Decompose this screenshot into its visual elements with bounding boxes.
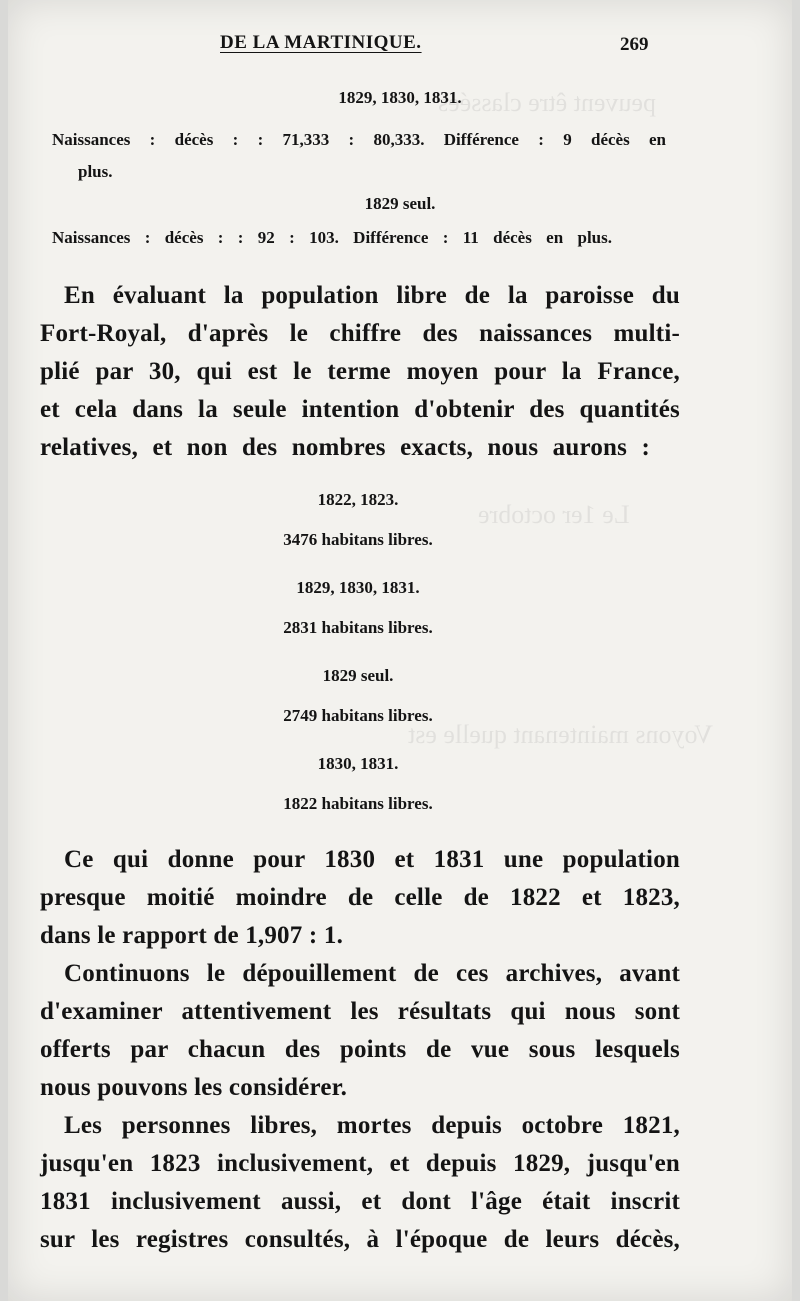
paragraph-line: Les personnes libres, mortes depuis octobre 1821, (64, 1112, 680, 1139)
paragraph-line: d'examiner attentivement les résultats qui nous sont (40, 998, 680, 1025)
page-number: 269 (620, 34, 649, 55)
stats-heading-years: 1829, 1830, 1831. (338, 88, 462, 107)
paragraph-line: Continuons le dépouillement de ces archives, avant (64, 960, 680, 987)
population-years: 1822, 1823. (317, 490, 399, 509)
paragraph-line: relatives, et non des nombres exacts, nous aurons : (40, 434, 650, 461)
paragraph-line: presque moitié moindre de celle de 1822 et 1823, (40, 884, 680, 911)
stats-line-2: Naissances : décès : : 92 : 103. Différence : 11 décès en plus. (52, 228, 612, 247)
bleed-through-text: peuvent être classées (438, 88, 657, 117)
page-header (8, 32, 792, 62)
population-value: 2831 habitans libres. (283, 618, 433, 637)
paragraph-line: Ce qui donne pour 1830 et 1831 une population (64, 846, 680, 873)
population-value: 3476 habitans libres. (283, 530, 433, 549)
book-page (8, 0, 792, 1301)
paragraph-line: nous pouvons les considérer. (40, 1074, 348, 1101)
paragraph-line: En évaluant la population libre de la paroisse du (64, 282, 680, 309)
population-years: 1829 seul. (322, 666, 394, 685)
paragraph-line: offerts par chacun des points de vue sous lesquels (40, 1036, 680, 1063)
stats-line-1-cont: plus. (78, 162, 113, 181)
stats-heading-single: 1829 seul. (364, 194, 436, 213)
running-title: DE LA MARTINIQUE. (220, 32, 422, 53)
population-years: 1830, 1831. (317, 754, 399, 773)
population-years: 1829, 1830, 1831. (296, 578, 420, 597)
paragraph-line: plié par 30, qui est le terme moyen pour la France, (40, 358, 680, 385)
bleed-through-text: Le 1er octobre (478, 500, 630, 529)
paragraph-line: sur les registres consultés, à l'époque de leurs décès, (40, 1226, 680, 1253)
paragraph-line: dans le rapport de 1,907 : 1. (40, 922, 344, 949)
paragraph-line: jusqu'en 1823 inclusivement, et depuis 1829, jusqu'en (40, 1150, 680, 1177)
population-value: 1822 habitans libres. (283, 794, 433, 813)
paragraph-line: Fort-Royal, d'après le chiffre des naissances multi- (40, 320, 680, 347)
population-value: 2749 habitans libres. (283, 706, 433, 725)
stats-line-1: Naissances : décès : : 71,333 : 80,333. Différence : 9 décès en (52, 130, 666, 149)
paragraph-line: et cela dans la seule intention d'obtenir des quantités (40, 396, 680, 423)
bleed-through-text: Voyons maintenant quelle est (408, 720, 713, 749)
paragraph-line: 1831 inclusivement aussi, et dont l'âge était inscrit (40, 1188, 680, 1215)
